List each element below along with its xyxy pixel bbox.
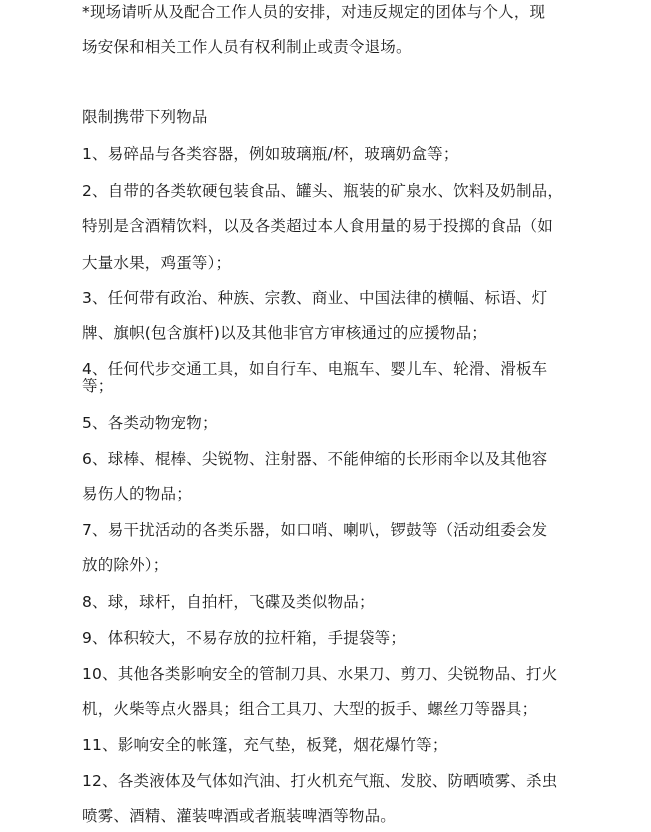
item-10-line-1: 10、其他各类影响安全的管制刀具、水果刀、剪刀、尖锐物品、打火 bbox=[82, 665, 558, 683]
item-8-line-1: 8、球，球杆，自拍杆，飞碟及类似物品； bbox=[82, 593, 375, 611]
item-12-line-2: 喷雾、酒精、灌装啤酒或者瓶装啤酒等物品。 bbox=[82, 807, 397, 825]
item-3-line-1: 3、任何带有政治、种族、宗教、商业、中国法律的横幅、标语、灯 bbox=[82, 289, 548, 307]
item-3-line-2: 牌、旗帜(包含旗杆)以及其他非官方审核通过的应援物品； bbox=[82, 324, 487, 342]
notice-line-2: 场安保和相关工作人员有权利制止或责令退场。 bbox=[82, 38, 412, 56]
item-11-line-1: 11、影响安全的帐篷，充气垫，板凳，烟花爆竹等； bbox=[82, 736, 448, 754]
section-title: 限制携带下列物品 bbox=[82, 108, 208, 126]
item-2-line-2: 特别是含酒精饮料，以及各类超过本人食用量的易于投掷的食品（如 bbox=[82, 217, 554, 235]
item-7-line-1: 7、易干扰活动的各类乐器，如口哨、喇叭，锣鼓等（活动组委会发 bbox=[82, 521, 548, 539]
item-2-line-1: 2、自带的各类软硬包装食品、罐头、瓶装的矿泉水、饮料及奶制品， bbox=[82, 182, 564, 200]
item-5-line-1: 5、各类动物宠物； bbox=[82, 414, 218, 432]
item-12-line-1: 12、各类液体及气体如汽油、打火机充气瓶、发胶、防晒喷雾、杀虫 bbox=[82, 772, 558, 790]
item-6-line-1: 6、球棒、棍棒、尖锐物、注射器、不能伸缩的长形雨伞以及其他容 bbox=[82, 450, 548, 468]
item-9-line-1: 9、体积较大，不易存放的拉杆箱，手提袋等； bbox=[82, 629, 407, 647]
notice-line-1: *现场请听从及配合工作人员的安排，对违反规定的团体与个人，现 bbox=[82, 3, 546, 21]
item-6-line-2: 易伤人的物品； bbox=[82, 485, 192, 503]
item-4-line-2: 等； bbox=[82, 377, 114, 395]
item-2-line-3: 大量水果，鸡蛋等）； bbox=[82, 254, 232, 272]
item-1-line-1: 1、易碎品与各类容器，例如玻璃瓶/杯，玻璃奶盒等； bbox=[82, 145, 459, 163]
item-10-line-2: 机，火柴等点火器具；组合工具刀、大型的扳手、螺丝刀等器具； bbox=[82, 700, 538, 718]
item-4-line-1: 4、任何代步交通工具，如自行车、电瓶车、婴儿车、轮滑、滑板车 bbox=[82, 360, 548, 378]
item-7-line-2: 放的除外）； bbox=[82, 556, 169, 574]
